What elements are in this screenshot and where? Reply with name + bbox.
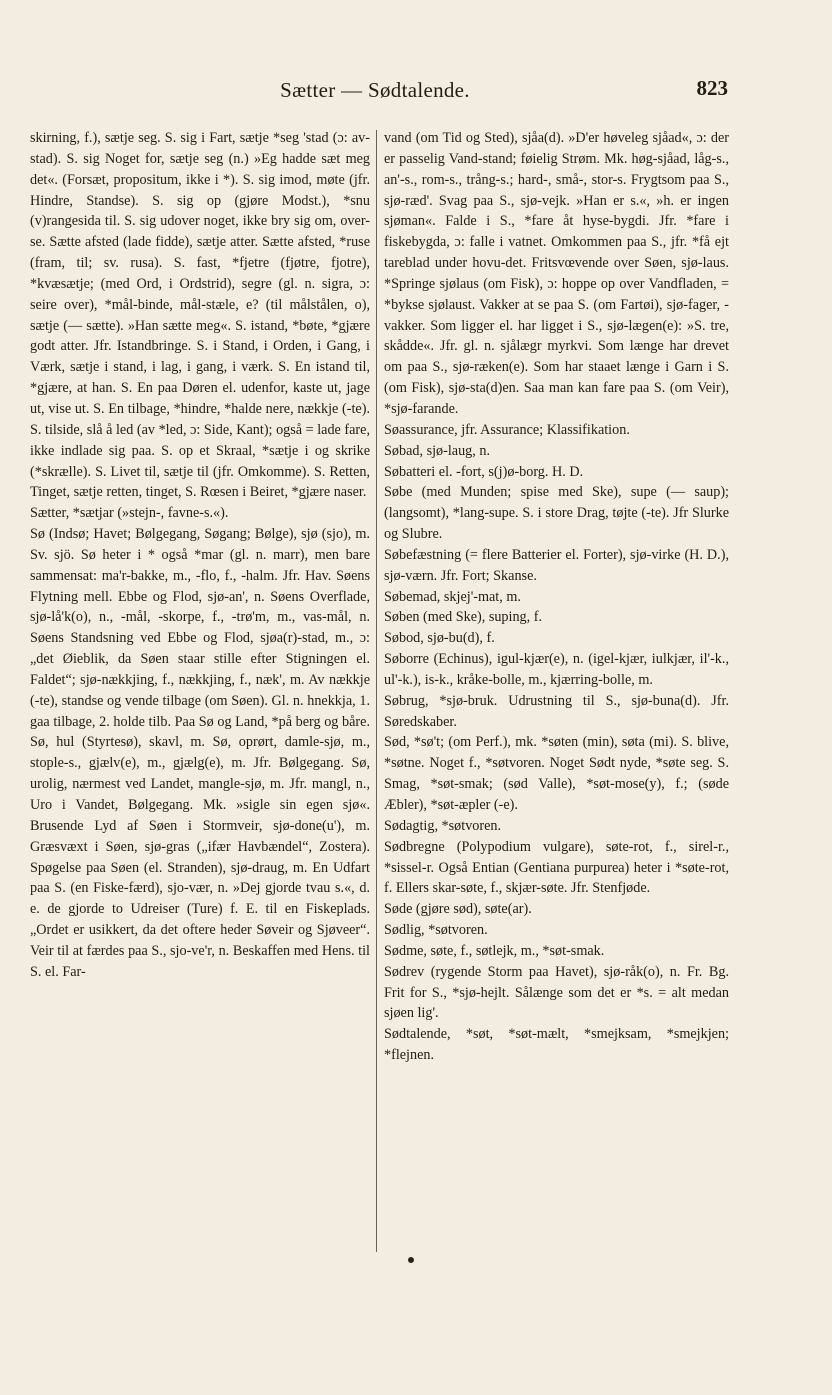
entry-paragraph: Søben (med Ske), suping, f. <box>384 609 543 626</box>
right-column <box>384 128 729 1066</box>
entry-paragraph: Søbemad, skjej'-mat, m. <box>384 588 521 605</box>
page-mark-dot <box>408 1257 414 1263</box>
left-column <box>30 128 370 983</box>
entry-paragraph: Sødtalende, *søt, *søt-mælt, *smejksam, *smejkjen; *flejnen. <box>384 1026 729 1064</box>
entry-paragraph: Sødrev (rygende Storm paa Havet), sjø-råk(o), n. Fr. Bg. Frit for S., *sjø-hejlt. Sålænge som det er *s. = alt medan sjøen lig'. <box>384 963 729 1022</box>
entry-paragraph: Sødme, søte, f., søtlejk, m., *søt-smak. <box>384 942 605 959</box>
page-number: 823 <box>696 76 728 100</box>
page-header <box>30 76 728 108</box>
entry-paragraph: Søbrug, *sjø-bruk. Udrustning til S., sjø-buna(d). Jfr. Søredskaber. <box>384 692 729 730</box>
entry-paragraph: skirning, f.), sætje seg. S. sig i Fart, sætje *seg 'stad (ɔ: av-stad). S. sig Noget for, sætje seg (n.) »Eg hadde sæt meg det«. (Forsæt, propositum, ikke i *). S. sig imod, møte (jfr. Hindre, Standse). S. sig op (gjøre Modst.), *snu (v)rangesida til. S. sig udover noget, ikke bry sig om, over-se. Sætte afsted (lade fidde), sætje atter. Sætte afsted, *ruse (fram, til; sv. rusa). S. fast, *fjetre (fjøtre, fjotre), *kvæsætje; (med Ord, i Ordstrid), segre (gl. n. sigra, ɔ: seire over), *mål-binde, mål-stæle, e? (til målstålen, o), sætje (— sætte). »Han sætte meg«. S. istand, *bøte, *gjære godt atter. Jfr. Istandbringe. S. i Stand, i Orden, i Gang, i Værk, sætje i stand, i lag, i gang, i værk. S. En istand til, *gjære, at han. S. En paa Døren el. udenfor, kaste ut, jage ut, vise ut. S. En tilbage, *hindre, *halde nere, nækkje (-te). S. tilside, slå å led (av *led, ɔ: Side, Kant); også = lade fare, ikke indlade sig paa. S. op et Skraal, *sætje i og skrike (*skrælle). S. Livet til, sætje til (jfr. Omkomme). S. Retten, Tinget, sætje retten, tinget, S. Rœsen i Beiret, *gjære naser. <box>30 130 370 501</box>
entry-paragraph: Sødagtig, *søtvoren. <box>384 817 502 834</box>
entry-paragraph: Søde (gjøre sød), søte(ar). <box>384 901 532 918</box>
entry-paragraph: Sødlig, *søtvoren. <box>384 922 488 939</box>
entry-paragraph: Sødbregne (Polypodium vulgare), søte-rot, f., sirel-r., *sissel-r. Også Entian (Gentiana purpurea) heter i *søte-rot, f. Ellers skar-søte, f., skjær-søte. Jfr. Stenfjøde. <box>384 838 729 897</box>
entry-paragraph: Søbatteri el. -fort, s(j)ø-borg. H. D. <box>384 463 584 480</box>
running-head: Sætter — Sødtalende. <box>280 78 470 102</box>
entry-paragraph: Søbefæstning (= flere Batterier el. Forter), sjø-virke (H. D.), sjø-værn. Jfr. Fort; Skanse. <box>384 546 729 584</box>
entry-paragraph: Søbad, sjø-laug, n. <box>384 442 491 459</box>
entry-paragraph: Søborre (Echinus), igul-kjær(e), n. (igel-kjær, iulkjær, il'-k., ul'-k.), is-k., kråke-bolle, m., kjærring-bolle, m. <box>384 651 729 688</box>
entry-paragraph: Sætter, *sætjar (»stejn-, favne-s.«). <box>30 505 229 522</box>
entry-paragraph: vand (om Tid og Sted), sjåa(d). »D'er høveleg sjåad«, ɔ: der er passelig Vand-stand; føielig Strøm. Mk. høg-sjåad, låg-s., an'-s., rom-s., trång-s.; hard-, små-, stor-s. Frygtsom paa S., sjø-ræd'. Svag paa S., sjø-vejk. »Han er s.«, »h. er ingen sjøman«. Falde i S., *fare åt hyse-bygdi. Jfr. *fare i fiskebygda, ɔ: falle i vatnet. Omkommen paa S., jfr. *få ejt tareblad under hovu-det. Fritsvœvende over Søen, sjø-laus. *Springe sjølaus (om Fisk), ɔ: hoppe op over Vandfladen, = *bykse sjølaust. Vakker at se paa S. (om Fartøi), sjø-fager, -vakker. Som ligger el. har ligget i S., sjø-lægen(e): »S. tre, skådde«. Jfr. gl. n. sjålægr myrkvi. Som længe har drevet om paa S., sjø-ræken(e). Som har staaet længe i Garn i S. (om Fisk), sjø-sta(d)en. Saa man kan fare paa S. (om Veir), *sjø-farande. <box>384 130 729 417</box>
entry-paragraph: Sød, *sø't; (om Perf.), mk. *søten (min), søta (mi). S. blive, *søtne. Noget f., *søtvoren. Noget Sødt nyde, *søte seg. S. Smag, *søt-smak; (sød Valle), *søt-mose(y), f.; (søde Æbler), *søt-æpler (-e). <box>384 734 729 813</box>
entry-paragraph: Søbe (med Munden; spise med Ske), supe (— saup); (langsomt), *lang-supe. S. i store Drag, tøjte (-te). Jfr Slurke og Slubre. <box>384 484 729 543</box>
entry-paragraph: Sø (Indsø; Havet; Bølgegang, Søgang; Bølge), sjø (sjo), m. Sv. sjö. Sø heter i * også *mar (gl. n. marr), men bare sammensat: ma'r-bakke, m., -flo, f., -halm. Jfr. Hav. Søens Flytning mell. Ebbe og Flod, sjø-an', n. Søens Overflade, sjø-lå'k(o), n., -mål, -skorpe, f., -trø'm, m., vas-mål, n. Søens Standsning ved Ebbe og Flod, sjøa(r)-stad, m., ɔ: „det Øieblik, da Søen staar stille efter Stigningen el. Faldet“; sjø-nækkjing, f., nækkjing, f., næk', m. Av nækkje (-te), standse og vende tilbage (om Søen). Gl. n. hnekkja, 1. gaa tilbage, 2. holde tilb. Paa Sø og Land, *på berg og båre. Sø, hul (Styrtesø), skavl, m. Sø, oprørt, damle-sjø, m., stople-s., gjælv(e), m., gjælg(e), m. Jfr. Bølgegang. Sø, urolig, nærmest ved Landet, mangle-sjø, m. Jfr. mangl, n., Uro i Vandet, Bølgegang. Mk. »sigle sin egen sjø«. Brusende Lyd af Søen i Stormveir, sjø-done(u'), m. Græsvæxt i Søen, sjø-gras („ifær Havbændel“, Zostera). Spøgelse paa Søen (el. Stranden), sjø-draug, m. En Udfart paa S. (en Fiske-færd), sjo-vær, n. »Dej gjorde tvau s.«, d. e. de gjorde to Udreiser (Ture) f. E. til en Fiskeplads. „Ordet er usikkert, da det oftere heder Søveir og Sjøveer“. Veir til at færdes paa S., sjo-ve'r, n. Beskaffen med Hens. til S. el. Far- <box>30 526 370 980</box>
entry-paragraph: Søassurance, jfr. Assurance; Klassifikation. <box>384 421 630 438</box>
column-divider <box>376 130 377 1252</box>
entry-paragraph: Søbod, sjø-bu(d), f. <box>384 630 495 647</box>
